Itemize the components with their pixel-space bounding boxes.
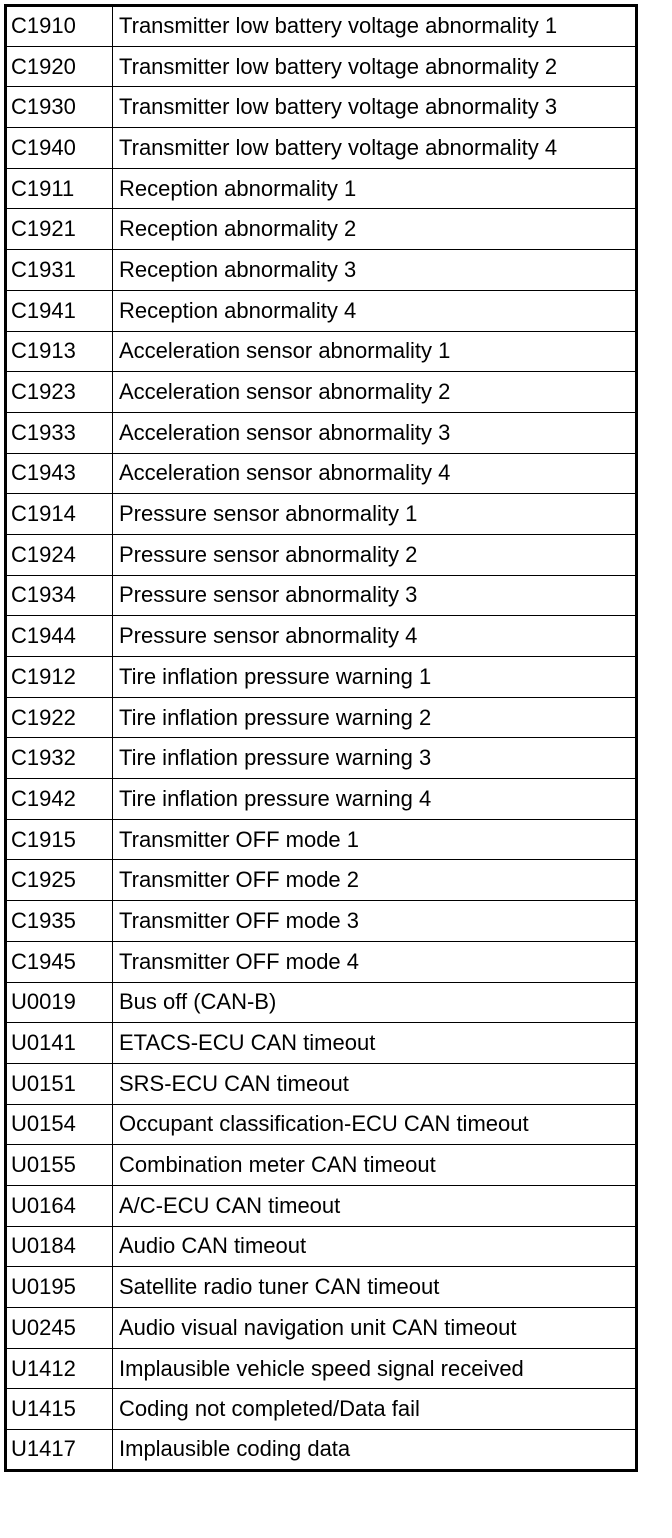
dtc-code-cell: U0154	[6, 1104, 113, 1145]
table-row	[6, 1430, 637, 1471]
dtc-description-cell: Tire inflation pressure warning 2	[113, 697, 637, 738]
dtc-description-cell: Transmitter OFF mode 2	[113, 860, 637, 901]
table-row	[6, 290, 637, 331]
dtc-code-cell: C1922	[6, 697, 113, 738]
dtc-description-cell: Transmitter OFF mode 1	[113, 819, 637, 860]
dtc-description-cell: Combination meter CAN timeout	[113, 1145, 637, 1186]
table-row	[6, 819, 637, 860]
dtc-description-cell: Bus off (CAN-B)	[113, 982, 637, 1023]
table-row	[6, 657, 637, 698]
dtc-description-cell: Implausible coding data	[113, 1430, 637, 1471]
table-row	[6, 168, 637, 209]
dtc-code-cell: C1945	[6, 941, 113, 982]
dtc-description-cell: Transmitter OFF mode 4	[113, 941, 637, 982]
table-row	[6, 982, 637, 1023]
dtc-code-cell: C1932	[6, 738, 113, 779]
table-row	[6, 6, 637, 47]
dtc-description-cell: Satellite radio tuner CAN timeout	[113, 1267, 637, 1308]
table-row	[6, 779, 637, 820]
dtc-description-cell: Implausible vehicle speed signal received	[113, 1348, 637, 1389]
dtc-description-cell: Transmitter low battery voltage abnormality 1	[113, 6, 637, 47]
dtc-description-cell: Acceleration sensor abnormality 1	[113, 331, 637, 372]
table-row	[6, 697, 637, 738]
dtc-code-cell: U0155	[6, 1145, 113, 1186]
dtc-code-cell: C1913	[6, 331, 113, 372]
table-row	[6, 860, 637, 901]
dtc-code-cell: C1941	[6, 290, 113, 331]
dtc-code-cell: U0151	[6, 1063, 113, 1104]
dtc-description-cell: SRS-ECU CAN timeout	[113, 1063, 637, 1104]
table-row	[6, 1063, 637, 1104]
dtc-description-cell: Pressure sensor abnormality 3	[113, 575, 637, 616]
dtc-code-cell: C1912	[6, 657, 113, 698]
dtc-description-cell: Transmitter OFF mode 3	[113, 901, 637, 942]
dtc-code-cell: C1920	[6, 46, 113, 87]
table-row	[6, 209, 637, 250]
dtc-code-cell: U0184	[6, 1226, 113, 1267]
dtc-description-cell: Transmitter low battery voltage abnormality 3	[113, 87, 637, 128]
dtc-code-cell: C1943	[6, 453, 113, 494]
dtc-description-cell: Acceleration sensor abnormality 3	[113, 412, 637, 453]
table-row	[6, 1023, 637, 1064]
dtc-description-cell: Acceleration sensor abnormality 4	[113, 453, 637, 494]
table-row	[6, 453, 637, 494]
table-row	[6, 1308, 637, 1349]
table-row	[6, 534, 637, 575]
dtc-description-cell: Acceleration sensor abnormality 2	[113, 372, 637, 413]
dtc-code-cell: C1934	[6, 575, 113, 616]
table-row	[6, 575, 637, 616]
dtc-code-cell: C1921	[6, 209, 113, 250]
dtc-description-cell: ETACS-ECU CAN timeout	[113, 1023, 637, 1064]
table-row	[6, 738, 637, 779]
dtc-code-cell: C1925	[6, 860, 113, 901]
table-row	[6, 1348, 637, 1389]
table-row	[6, 46, 637, 87]
dtc-description-cell: Reception abnormality 1	[113, 168, 637, 209]
dtc-code-cell: C1942	[6, 779, 113, 820]
dtc-description-cell: Audio CAN timeout	[113, 1226, 637, 1267]
dtc-table-body	[6, 6, 637, 1471]
dtc-code-cell: C1914	[6, 494, 113, 535]
table-row	[6, 1104, 637, 1145]
table-row	[6, 1226, 637, 1267]
dtc-description-cell: Tire inflation pressure warning 1	[113, 657, 637, 698]
dtc-description-cell: Tire inflation pressure warning 3	[113, 738, 637, 779]
table-row	[6, 250, 637, 291]
dtc-code-cell: U1417	[6, 1430, 113, 1471]
dtc-table	[4, 4, 638, 1472]
table-row	[6, 1145, 637, 1186]
dtc-code-cell: U1415	[6, 1389, 113, 1430]
dtc-description-cell: Reception abnormality 3	[113, 250, 637, 291]
table-row	[6, 372, 637, 413]
table-row	[6, 1185, 637, 1226]
dtc-description-cell: Reception abnormality 2	[113, 209, 637, 250]
dtc-code-cell: C1933	[6, 412, 113, 453]
dtc-description-cell: Audio visual navigation unit CAN timeout	[113, 1308, 637, 1349]
dtc-description-cell: Transmitter low battery voltage abnormality 4	[113, 128, 637, 169]
dtc-code-cell: C1940	[6, 128, 113, 169]
dtc-code-cell: C1944	[6, 616, 113, 657]
dtc-code-cell: U0245	[6, 1308, 113, 1349]
table-row	[6, 1389, 637, 1430]
dtc-code-cell: C1915	[6, 819, 113, 860]
table-row	[6, 412, 637, 453]
table-row	[6, 941, 637, 982]
table-row	[6, 901, 637, 942]
table-row	[6, 1267, 637, 1308]
dtc-code-cell: C1924	[6, 534, 113, 575]
dtc-code-cell: U0164	[6, 1185, 113, 1226]
dtc-description-cell: Tire inflation pressure warning 4	[113, 779, 637, 820]
dtc-description-cell: Pressure sensor abnormality 1	[113, 494, 637, 535]
dtc-code-cell: C1910	[6, 6, 113, 47]
table-row	[6, 331, 637, 372]
dtc-code-cell: C1930	[6, 87, 113, 128]
table-row	[6, 87, 637, 128]
dtc-description-cell: Coding not completed/Data fail	[113, 1389, 637, 1430]
dtc-description-cell: A/C-ECU CAN timeout	[113, 1185, 637, 1226]
table-row	[6, 128, 637, 169]
dtc-description-cell: Pressure sensor abnormality 2	[113, 534, 637, 575]
table-row	[6, 494, 637, 535]
dtc-description-cell: Transmitter low battery voltage abnormality 2	[113, 46, 637, 87]
dtc-code-cell: C1911	[6, 168, 113, 209]
dtc-description-cell: Reception abnormality 4	[113, 290, 637, 331]
dtc-description-cell: Pressure sensor abnormality 4	[113, 616, 637, 657]
dtc-code-cell: U0195	[6, 1267, 113, 1308]
dtc-code-cell: U1412	[6, 1348, 113, 1389]
dtc-code-cell: C1935	[6, 901, 113, 942]
dtc-code-cell: U0141	[6, 1023, 113, 1064]
table-row	[6, 616, 637, 657]
dtc-description-cell: Occupant classification-ECU CAN timeout	[113, 1104, 637, 1145]
dtc-code-cell: C1923	[6, 372, 113, 413]
dtc-code-cell: C1931	[6, 250, 113, 291]
dtc-code-cell: U0019	[6, 982, 113, 1023]
